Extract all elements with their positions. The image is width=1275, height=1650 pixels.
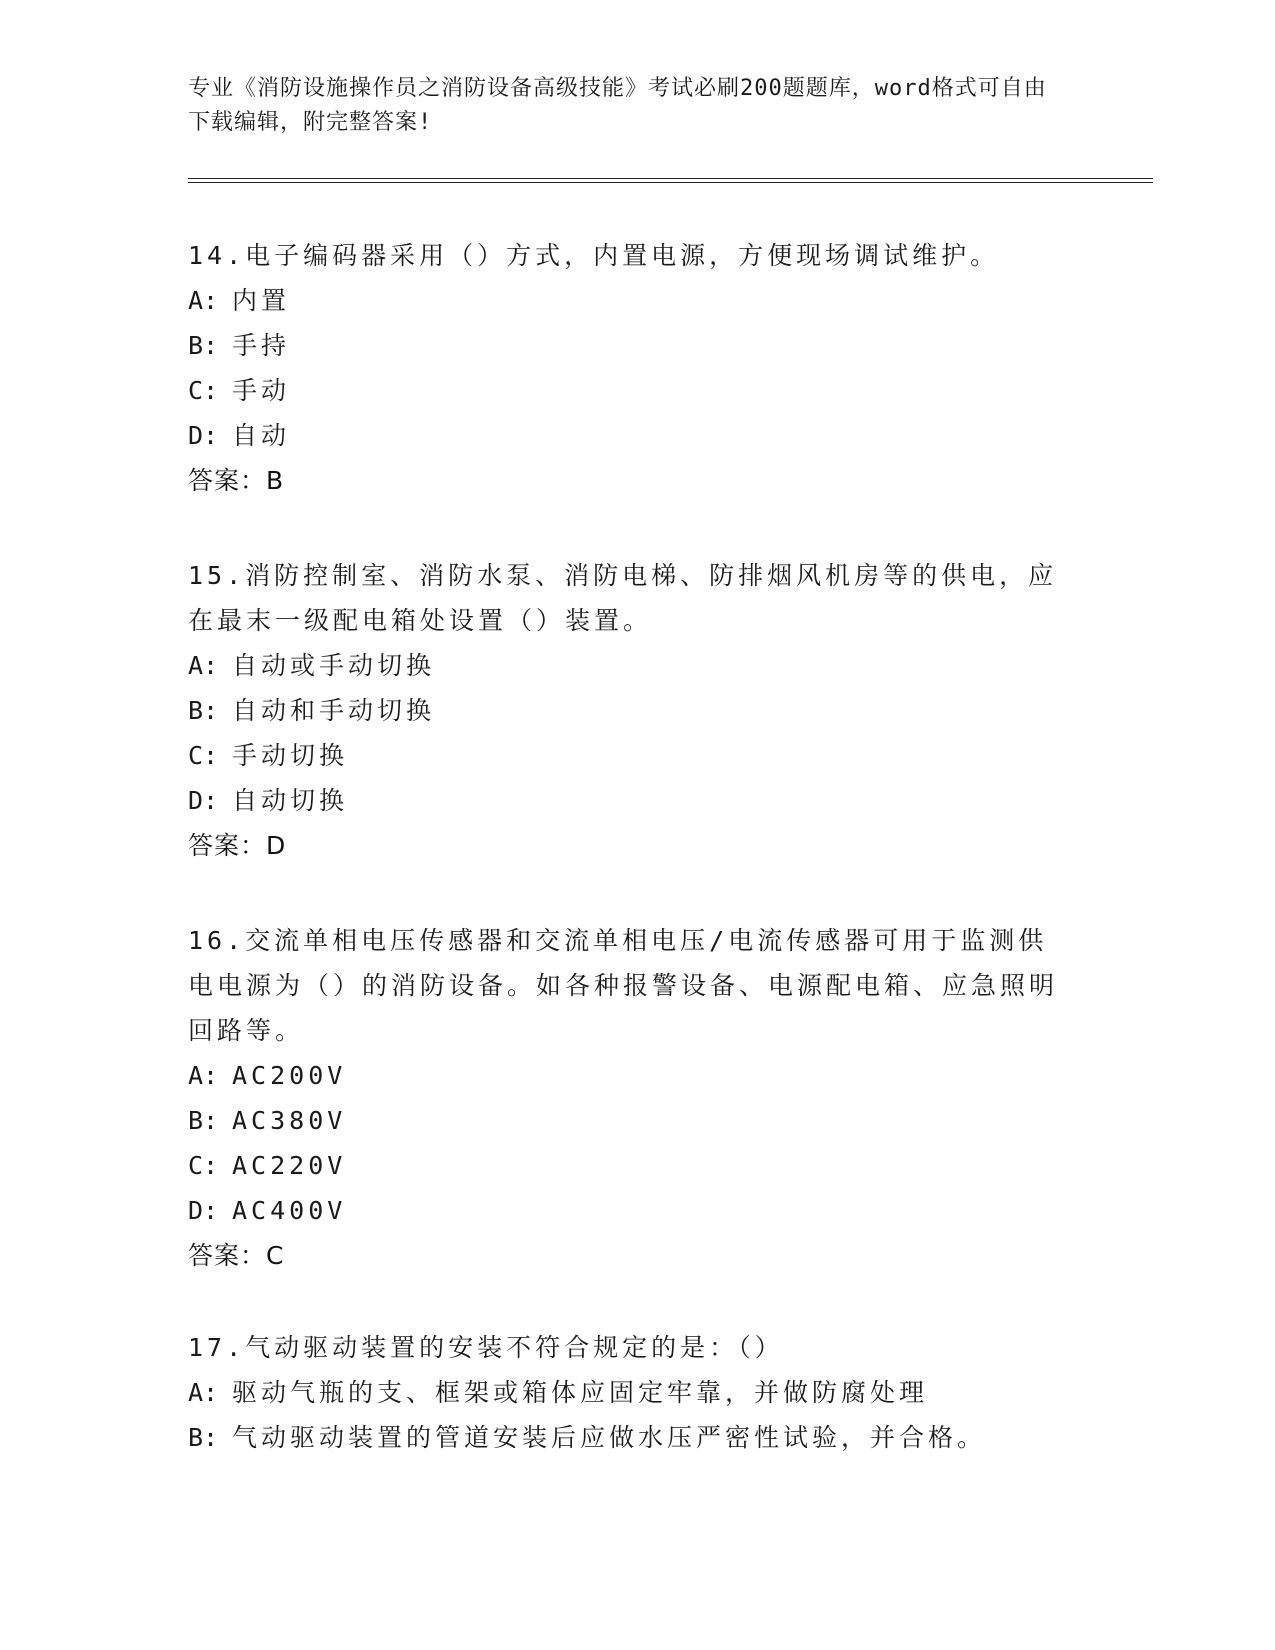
question-15	[188, 553, 1068, 868]
option-key: D:	[188, 1196, 219, 1225]
question-stem: 16.交流单相电压传感器和交流单相电压/电流传感器可用于监测供电电源为（）的消防设备。如各种报警设备、电源配电箱、应急照明回路等。	[188, 926, 1059, 1045]
question-stem: 14.电子编码器采用（）方式，内置电源，方便现场调试维护。	[188, 241, 1000, 270]
option-c	[188, 368, 1068, 413]
answer: 答案：C	[188, 1241, 285, 1270]
option-text: 驱动气瓶的支、框架或箱体应固定牢靠，并做防腐处理	[232, 1378, 929, 1407]
option-text: AC200V	[232, 1061, 347, 1090]
answer: 答案：B	[188, 466, 285, 495]
option-text: 自动	[232, 421, 291, 450]
option-key: B:	[188, 696, 219, 725]
option-text: 手持	[232, 331, 291, 360]
option-b	[188, 688, 1068, 733]
document-header: 专业《消防设施操作员之消防设备高级技能》考试必刷200题题库，word格式可自由下载编辑，附完整答案!	[188, 76, 1047, 135]
option-d	[188, 778, 1068, 823]
option-key: B:	[188, 331, 219, 360]
option-a	[188, 643, 1068, 688]
option-key: A:	[188, 651, 219, 680]
option-a	[188, 1370, 1068, 1415]
header-divider	[188, 178, 1153, 183]
option-text: 气动驱动装置的管道安装后应做水压严密性试验，并合格。	[232, 1423, 987, 1452]
option-b	[188, 323, 1068, 368]
option-text: 手动	[232, 376, 291, 405]
question-17	[188, 1325, 1068, 1460]
option-key: D:	[188, 786, 219, 815]
option-key: A:	[188, 286, 219, 315]
option-key: B:	[188, 1423, 219, 1452]
option-key: C:	[188, 741, 219, 770]
question-14	[188, 233, 1068, 503]
option-c	[188, 733, 1068, 778]
option-a	[188, 1053, 1068, 1098]
option-b	[188, 1098, 1068, 1143]
option-key: A:	[188, 1378, 219, 1407]
option-text: 自动和手动切换	[232, 696, 436, 725]
option-text: AC400V	[232, 1196, 347, 1225]
option-key: D:	[188, 421, 219, 450]
option-key: C:	[188, 1151, 219, 1180]
option-c	[188, 1143, 1068, 1188]
option-text: 手动切换	[232, 741, 349, 770]
option-text: AC380V	[232, 1106, 347, 1135]
option-b	[188, 1415, 1068, 1460]
option-a	[188, 278, 1068, 323]
answer: 答案：D	[188, 831, 287, 860]
question-16	[188, 918, 1068, 1278]
option-key: B:	[188, 1106, 219, 1135]
option-key: C:	[188, 376, 219, 405]
option-d	[188, 1188, 1068, 1233]
option-text: 自动切换	[232, 786, 349, 815]
option-text: 自动或手动切换	[232, 651, 436, 680]
option-d	[188, 413, 1068, 458]
question-stem: 15.消防控制室、消防水泵、消防电梯、防排烟风机房等的供电，应在最末一级配电箱处设置（）装置。	[188, 561, 1058, 635]
option-text: 内置	[232, 286, 291, 315]
question-stem: 17.气动驱动装置的安装不符合规定的是：（）	[188, 1333, 784, 1362]
option-text: AC220V	[232, 1151, 347, 1180]
option-key: A:	[188, 1061, 219, 1090]
